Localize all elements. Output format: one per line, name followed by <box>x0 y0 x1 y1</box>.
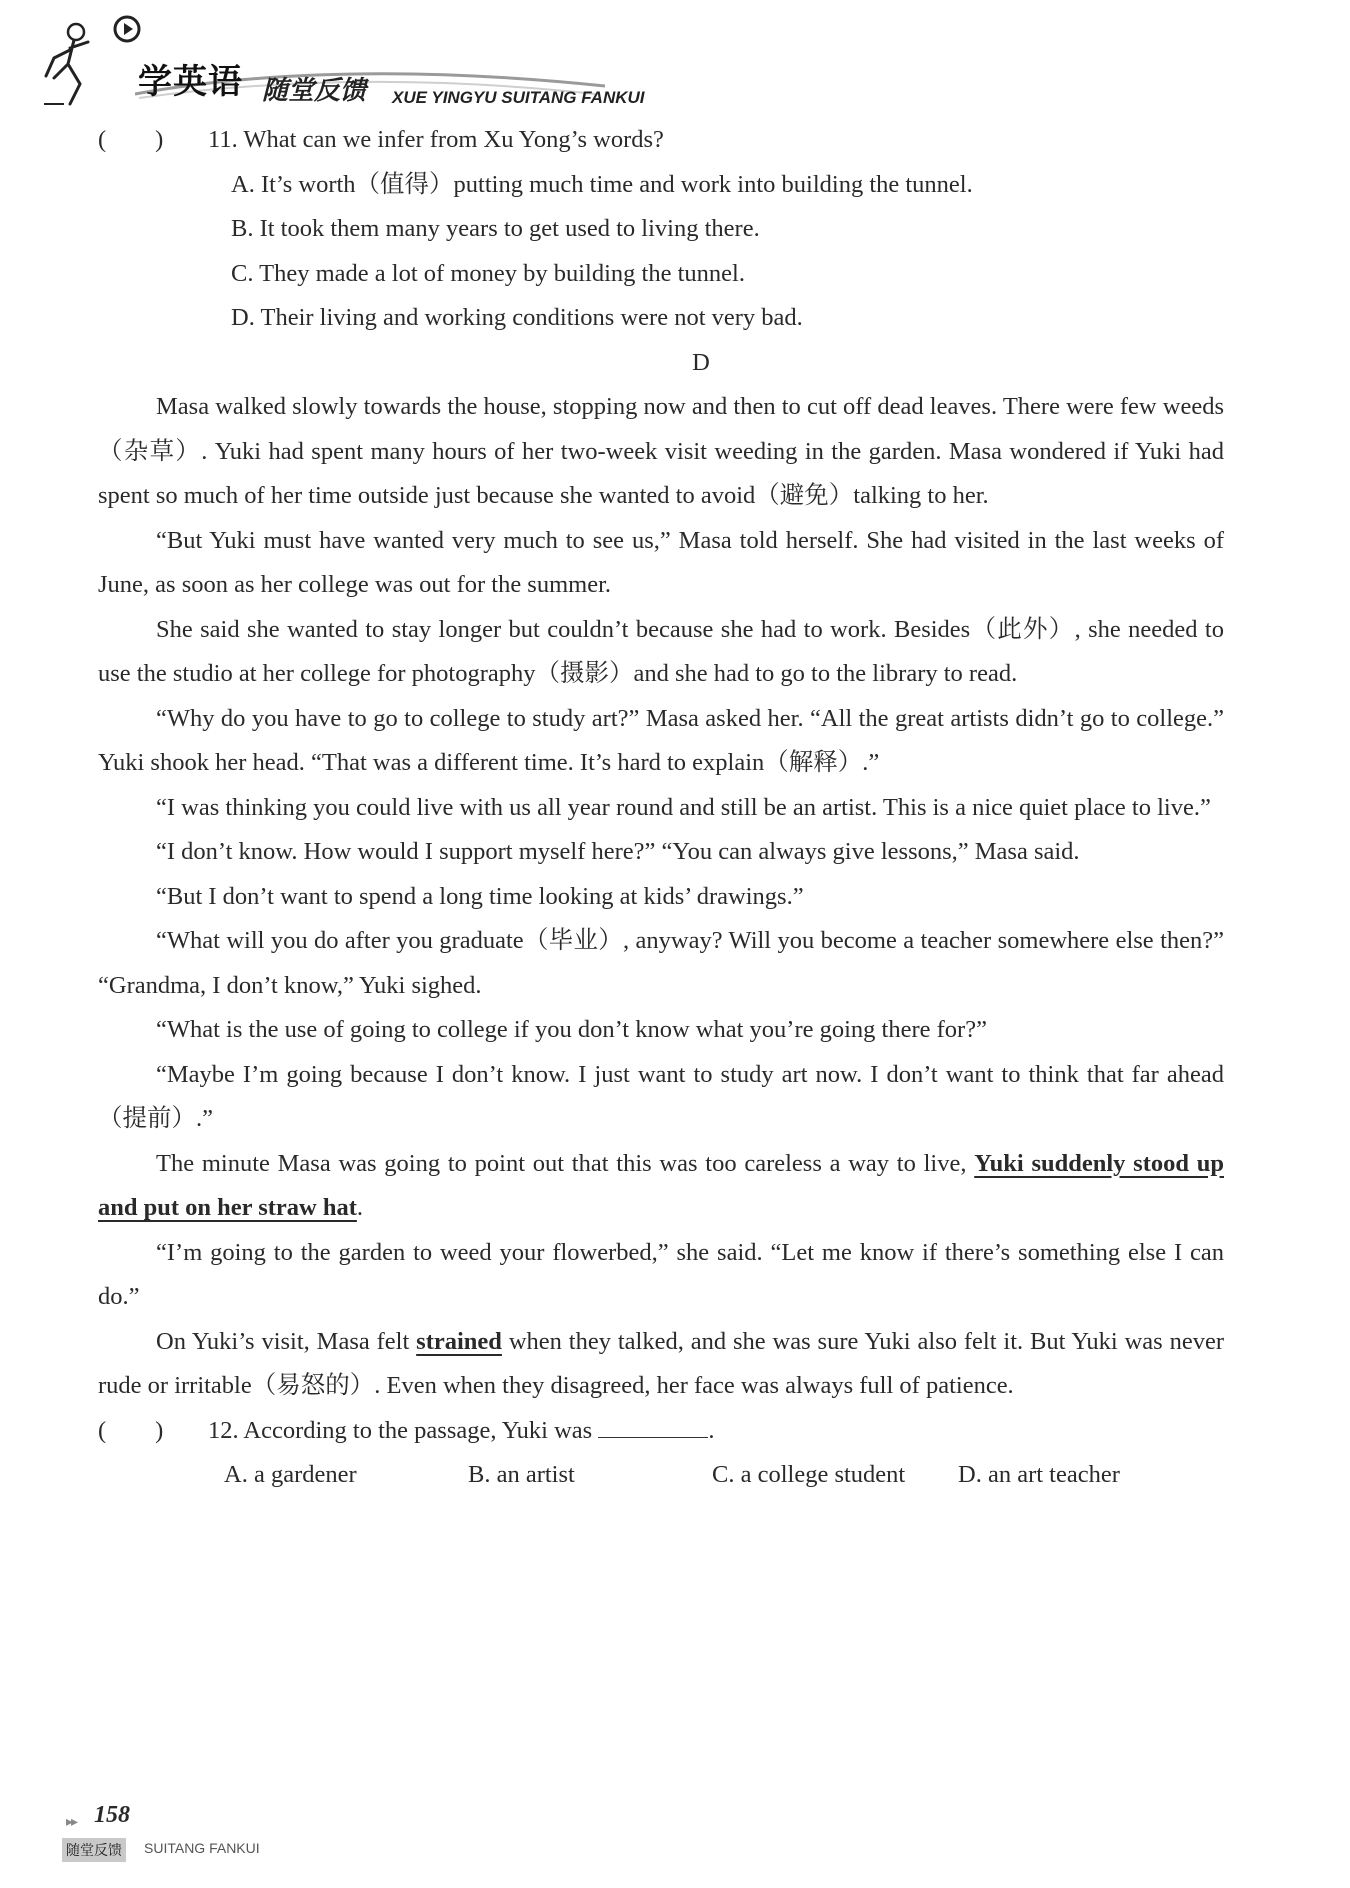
question-11 <box>98 118 1224 163</box>
play-badge-icon <box>112 14 142 44</box>
paragraph: She said she wanted to stay longer but couldn’t because she had to work. Besides（此外）, she needed to use the studio at her college for photography（摄影）and she had to go to the library to read. <box>98 615 1224 687</box>
paragraph: “I don’t know. How would I support myself here?” “You can always give lessons,” Masa said. <box>156 838 1080 865</box>
arrow-icon: ▸▸ <box>66 1815 77 1830</box>
footer-tag-en: SUITANG FANKUI <box>144 1840 260 1856</box>
runner-logo-icon <box>40 18 110 108</box>
page-number: 158 <box>94 1802 130 1828</box>
worksheet-content <box>98 118 1224 1498</box>
answer-bracket[interactable]: ( ) <box>98 1416 164 1444</box>
paragraph: “What will you do after you graduate（毕业）, anyway? Will you become a teacher somewhere else then?” “Grandma, I don’t know,” Yuki sighed. <box>98 927 1224 999</box>
option-b: B. It took them many years to get used to living there. <box>231 215 760 242</box>
option-b: B. an artist <box>468 1461 575 1488</box>
paragraph: “I was thinking you could live with us all year round and still be an artist. This is a nice quiet place to live.” <box>156 793 1211 821</box>
paragraph: “Maybe I’m going because I don’t know. I just want to study art now. I don’t want to think that far ahead（提前）.” <box>98 1060 1224 1132</box>
page-header <box>40 14 660 110</box>
header-subtitle: 随堂反馈 <box>262 76 367 106</box>
answer-bracket[interactable]: ( ) <box>98 126 164 153</box>
option-d: D. an art teacher <box>958 1461 1120 1488</box>
option-a: A. It’s worth（值得）putting much time and work into building the tunnel. <box>231 170 973 198</box>
paragraph: “I’m going to the garden to weed your flowerbed,” she said. “Let me know if there’s something else I can do.” <box>98 1238 1224 1310</box>
question-12 <box>98 1409 1224 1454</box>
paragraph: “But I don’t want to spend a long time looking at kids’ drawings.” <box>156 882 804 910</box>
question-stem: 12. According to the passage, Yuki was . <box>208 1416 715 1444</box>
option-row <box>98 1453 1224 1498</box>
section-label: D <box>692 348 710 376</box>
page-footer <box>62 1800 362 1860</box>
paragraph-with-underline: On Yuki’s visit, Masa felt strained when they talked, and she was sure Yuki also felt it. But Yuki was never rude or irritable（易怒的）. Even when they disagreed, her face was always full of patience. <box>98 1327 1224 1399</box>
underlined-word: strained <box>416 1327 502 1355</box>
option-d: D. Their living and working conditions were not very bad. <box>231 304 803 331</box>
paragraph: Masa walked slowly towards the house, stopping now and then to cut off dead leaves. There were few weeds（杂草）. Yuki had spent many hours of her two-week visit weeding in the garden. Masa wondered if Yuki had spent so much of her time outside just because she wanted to avoid（避免）talking to her. <box>98 393 1224 509</box>
paragraph: “But Yuki must have wanted very much to see us,” Masa told herself. She had visited in the last weeks of June, as soon as her college was out for the summer. <box>98 526 1224 598</box>
footer-tag: 随堂反馈 <box>62 1838 126 1862</box>
underlined-sentence: Yuki suddenly stood up and put on her straw hat <box>98 1149 1224 1221</box>
paragraph: “What is the use of going to college if you don’t know what you’re going there for?” <box>156 1016 987 1043</box>
option-c: C. They made a lot of money by building the tunnel. <box>231 259 745 287</box>
option-a: A. a gardener <box>224 1461 357 1488</box>
fill-blank[interactable] <box>598 1417 708 1438</box>
header-subtitle-en: XUE YINGYU SUITANG FANKUI <box>392 88 645 107</box>
paragraph: “Why do you have to go to college to study art?” Masa asked her. “All the great artists didn’t go to college.” Yuki shook her head. “That was a different time. It’s hard to explain（解释）.” <box>98 704 1224 776</box>
option-c: C. a college student <box>712 1461 906 1488</box>
header-title: 学英语 <box>138 62 243 102</box>
paragraph-with-underline: The minute Masa was going to point out that this was too careless a way to live, Yuki suddenly stood up and put on her straw hat. <box>98 1149 1224 1221</box>
question-stem: 11. What can we infer from Xu Yong’s words? <box>208 126 664 153</box>
